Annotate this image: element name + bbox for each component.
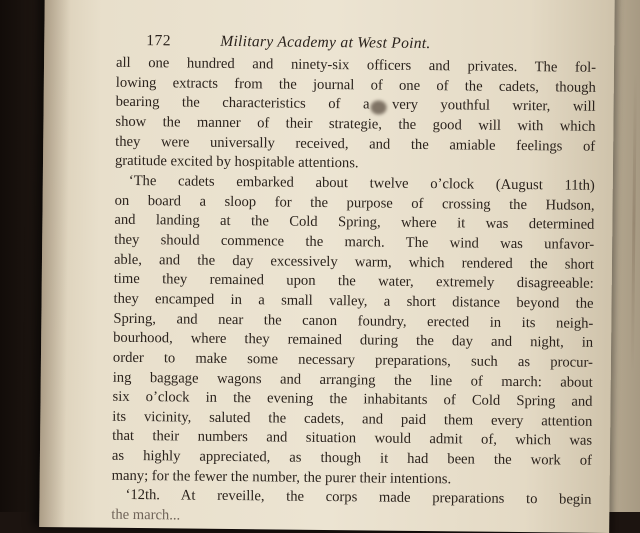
- text-line: show the manner of their strategie, the good will with which: [115, 113, 596, 135]
- text-line: on board a sloop for the purpose of crossing the Hudson,: [114, 192, 595, 214]
- text-line: its vicinity, saluted the cadets, and paid them every attention: [112, 408, 593, 430]
- book-page: [39, 0, 615, 533]
- text-line: ‘12th. At reveille, the corps made preparations to begin: [125, 487, 592, 509]
- text-line: order to make some necessary preparations, such as procur-: [112, 349, 594, 371]
- text-line: Spring, and near the canon foundry, erected in its neigh-: [113, 310, 594, 332]
- text-line: all one hundred and ninety-six officers and privates. The fol-: [115, 54, 597, 76]
- text-line: as highly appreciated, as though it had been the work of: [111, 447, 592, 469]
- text-line: many; for the fewer the number, the purer their intentions.: [111, 467, 452, 488]
- text-line: able, and the day excessively warm, which rendered the short: [113, 251, 595, 273]
- text-line: lowing extracts from the journal of one of the cadets, though: [115, 74, 596, 96]
- text-line: the march...: [111, 506, 181, 524]
- running-title: Military Academy at West Point.: [220, 32, 431, 53]
- text-line: ing baggage wagons and arranging the line of march: about: [112, 369, 593, 391]
- text-line: ‘The cadets embarked about twelve o’clock (August 11th): [128, 172, 595, 194]
- text-line: bourhood, where they remained during the day and night, in: [113, 329, 594, 351]
- text-line: that their numbers and situation would admit of, which was: [112, 428, 593, 450]
- text-line: they were universally received, and the amiable feelings of: [115, 133, 596, 155]
- page-number: 172: [146, 32, 172, 50]
- body-text: [111, 54, 596, 531]
- text-line: six o’clock in the evening the inhabitants of Cold Spring and: [112, 388, 593, 410]
- page-header: [146, 32, 586, 57]
- text-line: they should commence the march. The wind was unfavor-: [114, 231, 595, 253]
- text-line: and landing at the Cold Spring, where it was determined: [114, 212, 595, 234]
- text-line: gratitude excited by hospitable attentions.: [114, 153, 359, 172]
- text-line: time they remained upon the water, extremely disagreeable:: [113, 270, 594, 293]
- text-line: they encamped in a small valley, a short distance beyond the: [113, 290, 594, 312]
- text-line: bearing the characteristics of a very youthful writer, will: [115, 94, 596, 116]
